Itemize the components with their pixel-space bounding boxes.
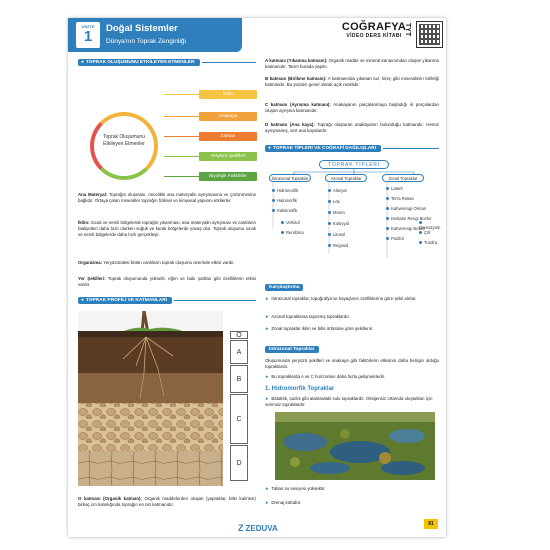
tree-item-label: Litosol (333, 232, 346, 237)
soil-types-tree (269, 158, 441, 278)
paragraph-a-layer (265, 58, 439, 70)
tree-item-label: Halomorfik (277, 198, 298, 203)
hydromorphic-extra-text: Taban su seviyesi yüksektir. (271, 486, 326, 491)
pin-icon: ● (268, 146, 271, 151)
bullet-icon (386, 207, 389, 210)
zeduva-logo-icon: Z (238, 523, 244, 533)
profile-section-title: TOPRAK PROFİLİ VE KATMANLARI (85, 298, 168, 303)
text-organizma: Yeryüzündeki bütün canlıların toprak oluşumu üzerinde etkisi vardır. (102, 260, 235, 265)
tree-item-label: Kalsimorfik (277, 208, 298, 213)
factor-connector (164, 136, 199, 137)
bullet-icon (386, 237, 389, 240)
tree-item (272, 208, 297, 213)
hydromorphic-extra-item (265, 486, 439, 492)
bullet-icon (272, 189, 275, 192)
tree-item (328, 210, 345, 215)
divider (383, 148, 439, 149)
arrow-icon: ► (265, 326, 270, 331)
term-d-layer: D katmanı (Ana kaya): (265, 122, 315, 127)
tree-item (386, 206, 426, 211)
horizon-label: B (230, 365, 248, 393)
unit-number: 1 (83, 28, 93, 45)
bullet-icon (272, 209, 275, 212)
factor-box: Anakaya (199, 112, 257, 121)
unit-title: Doğal Sistemler (106, 23, 178, 34)
horizon-label: O (230, 331, 248, 339)
text-iklim: Sıcak ve nemli bölgelerde toprağın yıkanması, ana materyalin ayrışması ve canlıların faaliyetleri daha hızlı olurken soğuk ve kurak bölgelerde yavaş olur. Toprak oluşumu sıcak ve nemli bölgelerde daha hızlı gerçekleşir. (78, 220, 256, 237)
arrow-icon: ► (265, 374, 270, 379)
tree-item (328, 232, 345, 237)
bullet-icon (386, 227, 389, 230)
tree-item-label: Tundra (424, 240, 438, 245)
tree-item-label: Hidromorfik (277, 188, 299, 193)
divider (174, 300, 256, 301)
wetland-photo (275, 412, 435, 480)
term-organizma: Organizma: (78, 260, 103, 265)
tree-item (419, 240, 437, 245)
bullet-icon (328, 200, 331, 203)
tree-item-label: Kestane Rengi Bozkır (391, 216, 432, 221)
compare-item (265, 326, 439, 332)
tree-item (328, 243, 348, 248)
paragraph-iklim (78, 220, 256, 238)
arrow-icon: ► (265, 500, 270, 505)
paragraph-o-layer (78, 496, 256, 508)
bullet-icon (281, 231, 284, 234)
brand-title: COĞRAFYA (341, 21, 407, 33)
tree-item (328, 221, 349, 226)
tree-category: İntrazonal Topraklar (269, 174, 311, 182)
hydromorphic-extra-item (265, 500, 439, 506)
intrazonal-title: İntrazonal Topraklar (269, 347, 315, 352)
arrow-icon: ► (265, 296, 270, 301)
paragraph-organizma (78, 260, 256, 266)
term-b-layer: B katmanı (Birikme katmanı): (265, 76, 327, 81)
term-o-layer: O katmanı (Organik katman): (78, 496, 142, 501)
types-section-title: TOPRAK TİPLERİ VE COĞRAFİ DAĞILIŞLARI (272, 146, 376, 151)
text-yer-sekilleri: Toprak oluşumunda yükselti, eğim ve bakı şartları gibi özelliklerin etkisi vardır. (78, 276, 256, 287)
exam-label: TYT (404, 23, 411, 37)
tree-item (272, 198, 297, 203)
paragraph-yer-sekilleri (78, 276, 256, 288)
factors-circle (90, 112, 158, 180)
paragraph-d-layer (265, 122, 439, 134)
bullet-icon (386, 217, 389, 220)
text-b-layer: A katmanında yıkanan tuz, kireç gibi minerallerin biriktiği katmandır. Bu yüzden genel olarak açık renklidir. (265, 76, 440, 87)
compare-item (265, 296, 439, 302)
intrazonal-bullet-text: Bu topraklarda A ve C horizonları daha fazla gelişmektedir. (271, 374, 386, 379)
arrow-icon: ► (265, 314, 270, 319)
hydromorphic-extra-text: Drenaj kötüdür. (271, 500, 302, 505)
bullet-icon (386, 197, 389, 200)
tree-item-label: Kahverengi Bozkır (391, 226, 426, 231)
factor-box: İklim (199, 90, 257, 99)
bullet-icon (419, 231, 422, 234)
bullet-icon (419, 241, 422, 244)
compare-item-text: Zonal topraklar iklim ve bitki örtüsüne göre şekillenir. (271, 326, 374, 331)
tree-item-label: Laterit (391, 186, 403, 191)
tree-item (272, 188, 298, 193)
book-page (68, 18, 446, 537)
compare-item-text: Azonal topraklarsa taşınmış topraklardır. (271, 314, 350, 319)
tree-category: Zonal Topraklar (382, 174, 424, 182)
text-a-layer: Organik madde ve mineral karışımından oluşan yıkanma katmanıdır. Tarım burada yapılır. (265, 58, 439, 69)
tree-item-label: Kolüvyal (333, 221, 349, 226)
tree-item (386, 186, 403, 191)
bullet-icon (328, 244, 331, 247)
horizon-label: D (230, 445, 248, 481)
footer-logo-text: ZEDUVA (245, 523, 278, 533)
bullet-icon (328, 222, 331, 225)
compare-title: Karşılaştırma (269, 285, 300, 290)
horizon-label: C (230, 394, 248, 444)
hydromorphic-title: 1. Hidromorfik Topraklar (265, 386, 335, 392)
tree-item (386, 236, 404, 241)
tree-item (386, 196, 414, 201)
arrow-icon: ► (265, 486, 270, 491)
paragraph-anamateryal (78, 192, 256, 204)
pin-icon: ● (81, 298, 84, 303)
compare-item-text: İntrazonal topraklar, topoğrafya ve kayaçların özelliklerine göre şekil alırlar. (271, 296, 417, 301)
term-a-layer: A katmanı (Yıkanma katmanı): (265, 58, 328, 63)
tree-item (328, 199, 340, 204)
text-anamateryal: Toprağın oluşması, öncelikle ana materyalin ayrışmasına ve çözünmesine bağlıdır. Ortaya çıkan mineraller toprağın fiziksel ve kimyasal yapısını etkilerler. (78, 192, 257, 203)
factor-connector (164, 156, 199, 157)
factors-section-heading (78, 58, 256, 67)
tree-title: TOPRAK TİPLERİ (319, 160, 389, 169)
intrazonal-bullet (265, 374, 439, 380)
hydromorphic-bullet-text: Bataklık, sazlık gibi alanlardaki sulu topraklardır. Oksijensiz ortamda oluştukları için verimsiz topraklardır. (265, 396, 433, 407)
unit-header (68, 18, 242, 52)
paragraph-intrazonal: Oluşumunda yeryüzü şekilleri ve anakaya gibi faktörlerin etkisinin daha belirgin olduğu topraklardır. (265, 358, 439, 369)
bullet-icon (328, 211, 331, 214)
profile-section-heading (78, 296, 256, 305)
tree-item-label: Terra Rossa (391, 196, 414, 201)
page-number: 81 (424, 519, 438, 529)
tree-item-label: Moren (333, 210, 345, 215)
compare-item (265, 314, 439, 320)
tree-item-label: Çöl (424, 230, 431, 235)
tree-item (419, 230, 430, 235)
unit-label: ÜNİTE (81, 24, 95, 29)
bullet-icon (328, 189, 331, 192)
factor-connector (164, 176, 199, 177)
hydromorphic-bullet (265, 396, 439, 408)
text-c-layer: Anakayanın parçalanmaya başladığı iri parçalardan oluşan ayrışma katmanıdır. (265, 102, 439, 113)
tree-item-label: Lös (333, 199, 340, 204)
factor-connector (164, 94, 199, 95)
tree-item (281, 220, 300, 225)
circle-label: Toprak Oluşumunu Etkileyen Etmenler (103, 134, 145, 147)
tree-item (419, 220, 441, 230)
footer-logo (238, 523, 278, 533)
tree-item-label: Alüvyal (333, 188, 347, 193)
term-c-layer: C katmanı (Ayrışma katmanı): (265, 102, 331, 107)
paragraph-c-layer (265, 102, 439, 114)
bullet-icon (419, 221, 422, 224)
factors-section-title: TOPRAK OLUŞUMUNU ETKİLEYEN ETMENLER (85, 60, 195, 65)
factor-box: Yeryüzü Şekilleri (199, 152, 257, 161)
bullet-icon (272, 199, 275, 202)
text-d-layer: Toprağı oluşturan anakayanın bulunduğu katmandır. Henüz ayrışmamış, sert ana kayalardır. (265, 122, 439, 133)
tree-item-label: Podzol (391, 236, 404, 241)
tree-item-label: Rendzina (286, 230, 304, 235)
tree-item-label: Kahverengi Orman (391, 206, 427, 211)
tree-item-label: Vertisol (286, 220, 300, 225)
book-brand (338, 21, 410, 39)
term-iklim: İklim: (78, 220, 90, 225)
arrow-icon: ► (265, 396, 270, 401)
types-section-heading (265, 144, 439, 153)
horizon-label: A (230, 340, 248, 364)
unit-badge (76, 22, 100, 48)
factor-box: Zaman (199, 132, 257, 141)
unit-subtitle: Dünya'nın Toprak Zenginliği (106, 38, 186, 45)
qr-code-icon[interactable] (416, 21, 443, 48)
tree-item (281, 230, 304, 235)
factor-connector (164, 116, 199, 117)
bullet-icon (281, 221, 284, 224)
divider (202, 62, 256, 63)
term-anamateryal: Ana Materyal: (78, 192, 108, 197)
pin-icon: ● (81, 60, 84, 65)
tree-category: Azonal Topraklar (325, 174, 367, 182)
intrazonal-heading (265, 346, 319, 353)
factor-box: Biyolojik Faktörler (199, 172, 257, 181)
compare-heading (265, 284, 303, 291)
tree-item-label: Regosol (333, 243, 349, 248)
bullet-icon (328, 233, 331, 236)
term-yer-sekilleri: Yer Şekilleri: (78, 276, 106, 281)
text-o-layer: Organik maddelerden oluşan (yapraklar, bitki kalıntısı) birkaç cm kalınlığında toprağın en üst katmanıdır. (78, 496, 256, 507)
tree-item-label: Çernozyom (419, 225, 441, 230)
bullet-icon (386, 187, 389, 190)
paragraph-b-layer (265, 76, 439, 88)
tree-item (328, 188, 347, 193)
brand-subtitle: VİDEO DERS KİTABI (346, 33, 402, 39)
soil-profile-illustration (78, 311, 223, 486)
